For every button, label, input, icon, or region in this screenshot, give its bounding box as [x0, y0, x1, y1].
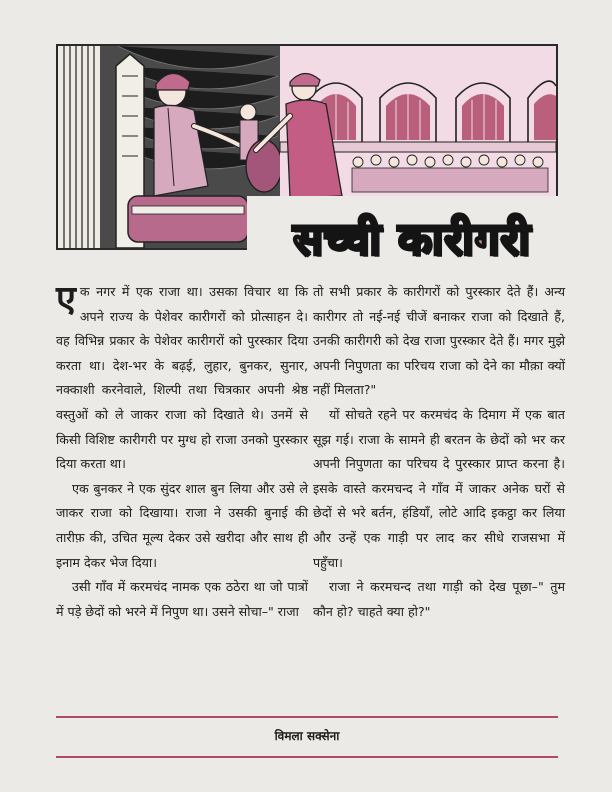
left-column [56, 280, 308, 624]
paragraph-3: उसी गाँव में करमचंद नामक एक ठठेरा था जो पात्रों में पड़े छेदों को भरने में निपुण था। उसने सोचा–" राजा [56, 579, 308, 619]
paragraph-4: तो सभी प्रकार के कारीगरों को पुरस्कार देते हैं। अन्य कारीगर तो नई-नई चीजें बनाकर राजा को दिखाते हैं, उनकी कारीगरी को देख राजा पुरस्कार देते हैं। मगर मुझे अपनी निपुणता का परिचय राजा को देने का मौक़ा क्यों नहीं मिलता?" [313, 284, 565, 398]
paragraph-5: यों सोचते रहने पर करमचंद के दिमाग में एक बात सूझ गई। राजा के सामने ही बरतन के छेदों को भर कर अपनी निपुणता का परिचय दे पुरस्कार प्राप्त करना है। इसके वास्ते करमचन्द ने गाँव में जाकर अनेक घरों से छेदों से भरे बर्तन, हंडियाँ, लोटे आदि इकट्ठा कर लिया और उन्हें एक गाड़ी पर लाद कर सीधे राजसभा में पहुँचा। [313, 406, 565, 570]
footer-rule-top [56, 716, 558, 718]
footer-rule-bottom [56, 756, 558, 758]
story-title: सच्ची कारीगरी [293, 214, 531, 265]
paragraph-1 [56, 280, 308, 477]
dropcap-letter: ए [56, 279, 76, 320]
paragraph-6: राजा ने करमचन्द तथा गाड़ी को देख पूछा–" तुम कौन हो? चाहते क्या हो?" [313, 579, 565, 619]
paragraph-2: एक बुनकर ने एक सुंदर शाल बुन लिया और उसे ले जाकर राजा को दिखाया। राजा ने उसकी बुनाई की तारीफ़ की, उचित मूल्य देकर उसे खरीदा और साथ ही इनाम देकर भेज दिया। [56, 480, 308, 570]
paragraph-1-text: क नगर में एक राजा था। उसका विचार था कि अपने राज्य के पेशेवर कारीगरों को प्रोत्साहन दे। वह विभिन्न प्रकार के पेशेवर कारीगरों को पुरस्कार दिया करता था। देश-भर के बढ़ई, लुहार, बुनकर, सुनार, नक्काशी करनेवाले, शिल्पी तथा चित्रकार अपनी श्रेष्ठ वस्तुओं को ले जाकर राजा को दिखाते थे। उनमें से किसी विशिष्ट कारीगरी पर मुग्ध हो राजा उनको पुरस्कार दिया करता था। [56, 284, 308, 472]
right-column [313, 280, 565, 624]
author-name: विमला सक्सेना [274, 729, 340, 743]
